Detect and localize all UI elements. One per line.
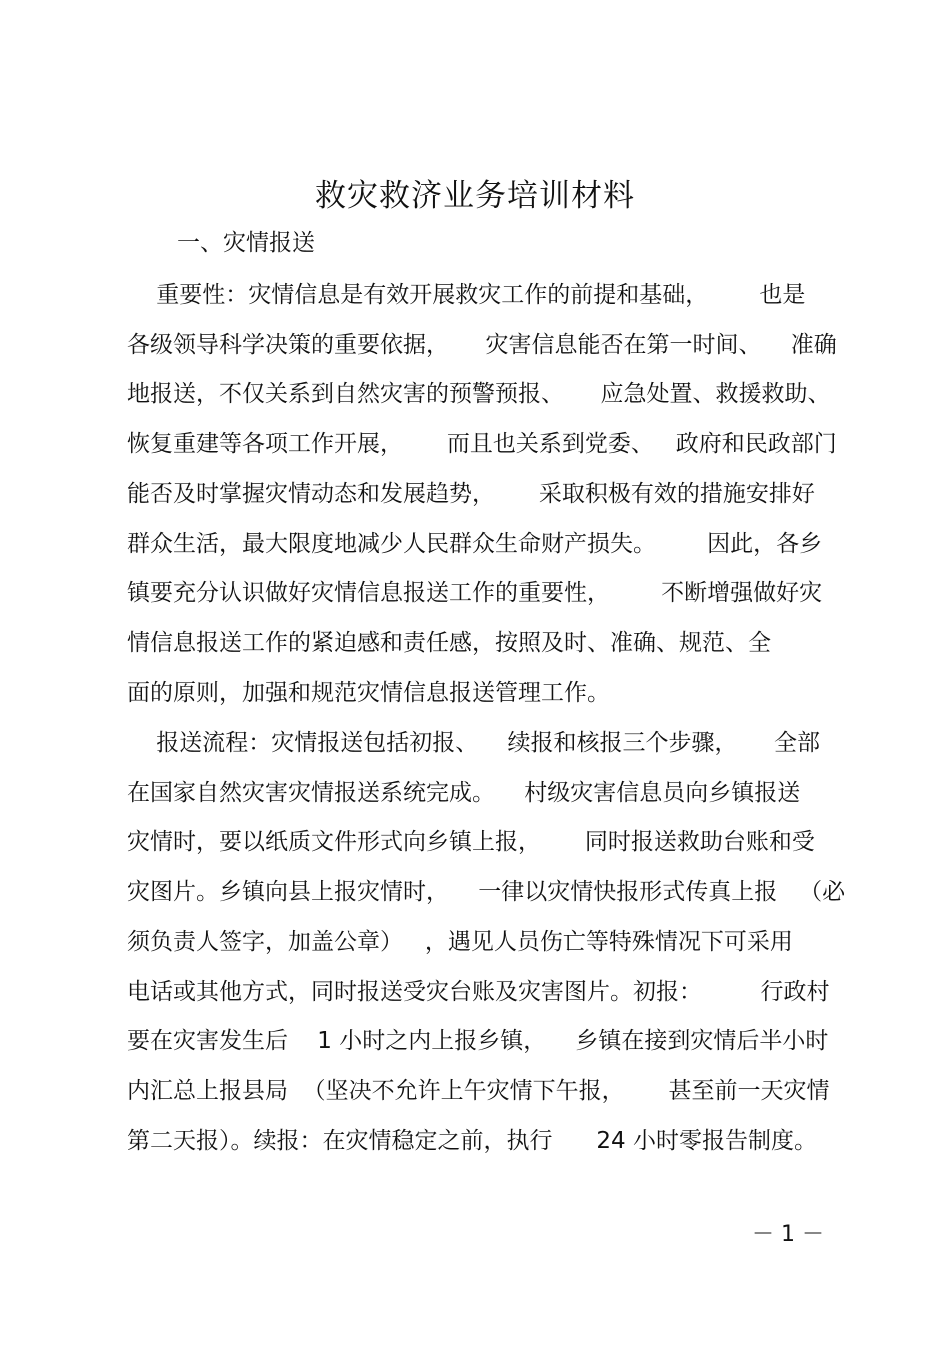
body-line: 报送流程：灾情报送包括初报、 续报和核报三个步骤， 全部: [127, 730, 821, 756]
body-line: 电话或其他方式，同时报送受灾台账及灾害图片。初报： 行政村: [127, 979, 830, 1005]
body-line: 恢复重建等各项工作开展， 而且也关系到党委、 政府和民政部门: [127, 431, 837, 457]
body-line: 情信息报送工作的紧迫感和责任感，按照及时、准确、规范、全: [127, 630, 771, 656]
body-line: 地报送，不仅关系到自然灾害的预警预报、 应急处置、救援救助、: [127, 381, 831, 407]
body-line: 面的原则，加强和规范灾情信息报送管理工作。: [127, 680, 610, 706]
body-line: 各级领导科学决策的重要依据， 灾害信息能否在第一时间、 准确: [127, 332, 837, 358]
body-line: 要在灾害发生后 1 小时之内上报乡镇， 乡镇在接到灾情后半小时: [127, 1028, 829, 1054]
body-line: 灾情时，要以纸质文件形式向乡镇上报， 同时报送救助台账和受: [127, 829, 815, 855]
body-line: 内汇总上报县局 （坚决不允许上午灾情下午报， 甚至前一天灾情: [127, 1078, 830, 1104]
page-number: － 1 －: [752, 1222, 824, 1247]
body-line: 重要性：灾情信息是有效开展救灾工作的前提和基础， 也是: [127, 282, 806, 308]
body-line: 须负责人签字，加盖公章） ，遇见人员伤亡等特殊情况下可采用: [127, 929, 793, 955]
body-line: 在国家自然灾害灾情报送系统完成。 村级灾害信息员向乡镇报送: [127, 780, 801, 806]
body-line: 能否及时掌握灾情动态和发展趋势， 采取积极有效的措施安排好: [127, 481, 815, 507]
document-title: 救灾救济业务培训材料: [315, 178, 635, 214]
body-line: 第二天报）。续报：在灾情稳定之前，执行 24 小时零报告制度。: [127, 1128, 817, 1154]
body-line: 灾图片。乡镇向县上报灾情时， 一律以灾情快报形式传真上报 （必: [127, 879, 846, 905]
section-heading: 一、灾情报送: [177, 230, 315, 256]
body-line: 群众生活，最大限度地减少人民群众生命财产损失。 因此，各乡: [127, 531, 823, 557]
body-line: 镇要充分认识做好灾情信息报送工作的重要性， 不断增强做好灾: [127, 580, 823, 606]
